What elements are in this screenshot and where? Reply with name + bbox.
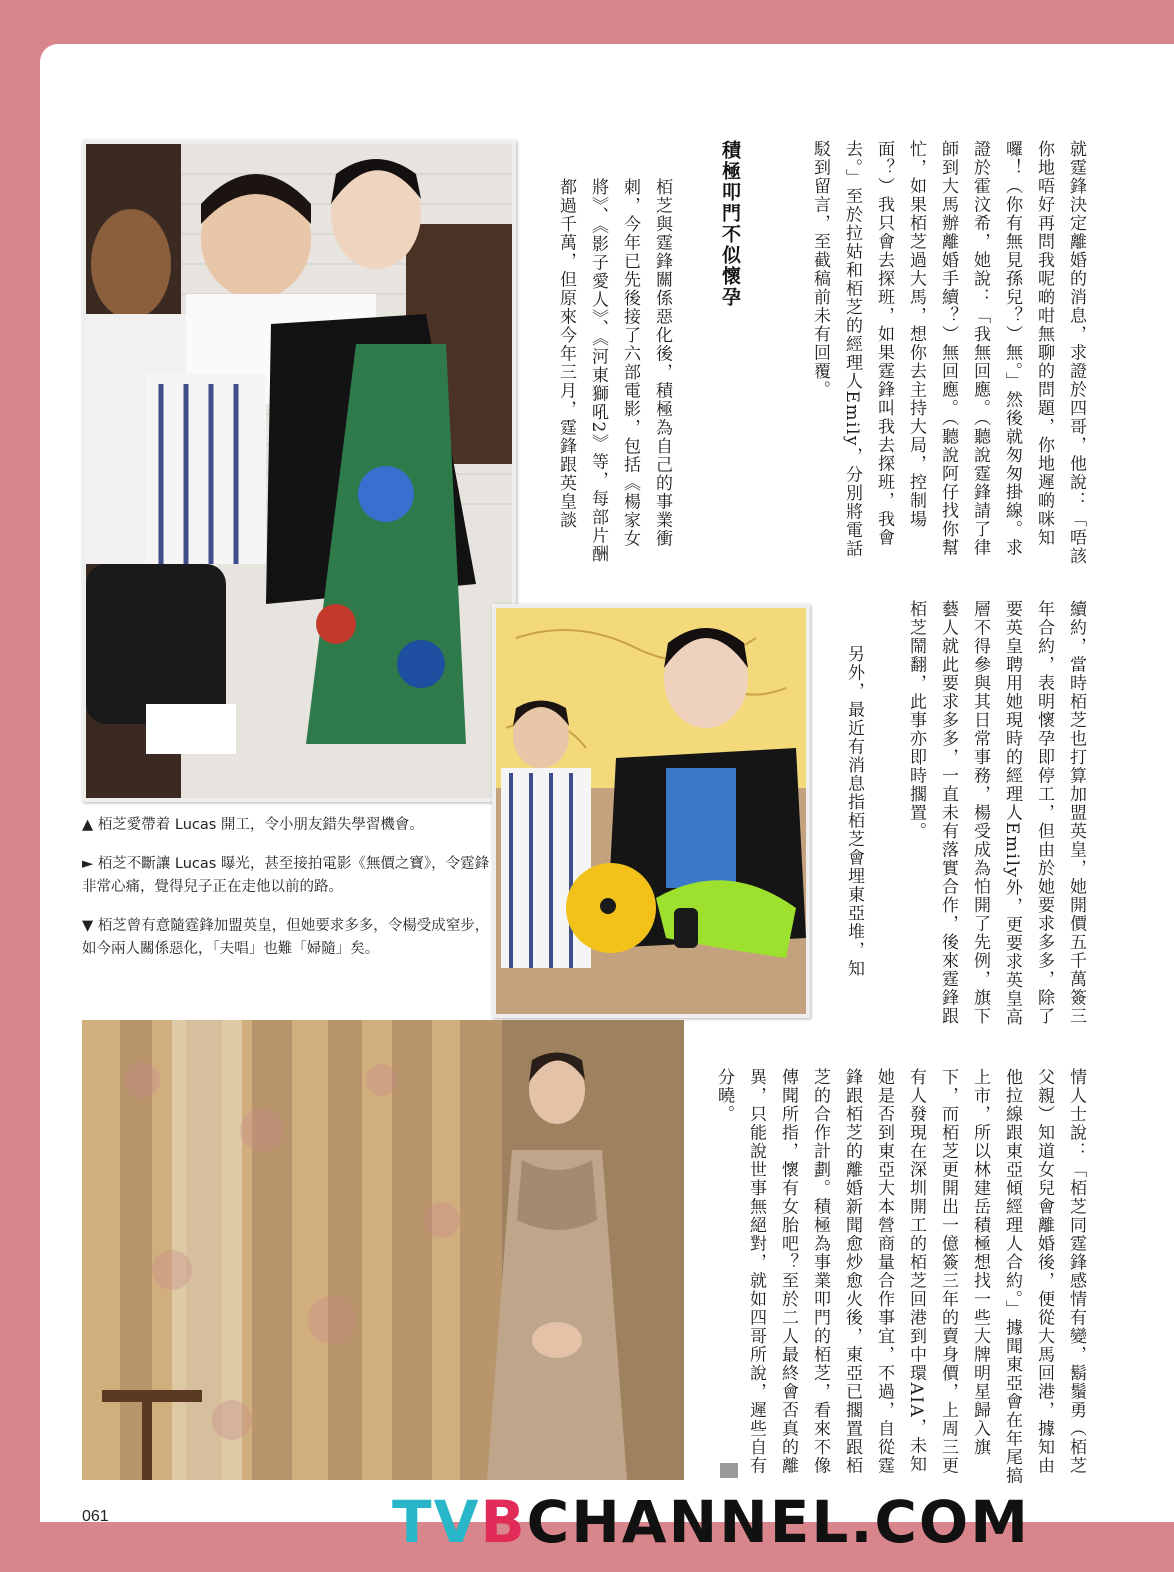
photo-2-image — [496, 608, 806, 1014]
photo-mother-and-son-press — [492, 604, 810, 1018]
photo-mother-carrying-son — [82, 140, 516, 802]
caption-2: ► 栢芝不斷讓 Lucas 曝光，甚至接拍電影《無價之寶》，令霆鋒非常心痛，覺得兒子正在走他以前的路。 — [82, 856, 490, 895]
tvbchannel-watermark — [392, 1488, 1030, 1558]
article-column-3a: 續約，當時栢芝也打算加盟英皇，她開價五千萬簽三年合約，表明懷孕即停工，但由於她要求多多，除了要英皇聘用她現時的經理人Emily外，更要求英皇高層不得參與其日常事務，楊受成為怕開了先例，旗下藝人就此要求多多，一直未有落實合作，後來霆鋒跟栢芝鬧翻，此事亦即時擱置。 — [906, 600, 1086, 1027]
photo-captions — [82, 814, 492, 977]
photo-1-image — [86, 144, 512, 798]
article-end-mark — [720, 1463, 738, 1478]
article-column-3b: 另外，最近有消息指栢芝會埋東亞堆，知 — [844, 645, 864, 978]
watermark-part-channel: CHANNEL.COM — [526, 1488, 1030, 1556]
article-column-4: 情人士說：「栢芝同霆鋒感情有變，鬍鬚勇（栢芝父親）知道女兒會離婚後，便從大馬回港，據知由他拉線跟東亞傾經理人合約。」據聞東亞會在年尾搞上市，所以林建岳積極想找一些大牌明星歸入旗下，而栢芝更開出一億簽三年的賣身價，上周三更有人發現在深圳開工的栢芝回港到中環AIA，未知她是否到東亞大本營商量合作事宜，不過，自從霆鋒跟栢芝的離婚新聞愈炒愈火後，東亞已擱置跟栢芝的合作計劃。積極為事業叩門的栢芝，看來不像傳聞所指，懷有女胎吧？至於二人最終會否真的離異，只能說世事無絕對，就如四哥所說，遲些自有分曉。 — [714, 1068, 1086, 1485]
article-column-1: 就霆鋒決定離婚的消息，求證於四哥，他說：「唔該你地唔好再問我呢啲咁無聊的問題，你地遲啲咪知囉！（你有無見孫兒？）無。」然後就匆匆掛線。求證於霍汶希，她說：「我無回應。（聽說霆鋒請了律師到大馬辦離婚手續？）無回應。（聽說阿仔找你幫忙，如果栢芝過大馬，想你去主持大局，控制場面？）我只會去探班，如果霆鋒叫我去探班，我會去。」至於拉姑和栢芝的經理人Emily，分別將電話駁到留言，至截稿前未有回覆。 — [810, 140, 1086, 566]
article-column-2: 栢芝與霆鋒關係惡化後，積極為自己的事業衝刺，今年已先後接了六部電影，包括《楊家女將》、《影子愛人》、《河東獅吼2》等，每部片酬都過千萬，但原來今年三月，霆鋒跟英皇談 — [556, 178, 672, 564]
photo-woman-in-dress — [82, 1020, 684, 1480]
watermark-part-tv: TV — [392, 1488, 481, 1556]
caption-1: ▲ 栢芝愛帶着 Lucas 開工，令小朋友錯失學習機會。 — [82, 817, 424, 833]
watermark-part-b: B — [480, 1488, 527, 1556]
caption-3: ▼ 栢芝曾有意隨霆鋒加盟英皇，但她要求多多，令楊受成窒步，如今兩人關係惡化，「夫唱」也難「婦隨」矣。 — [82, 918, 490, 957]
page-number: 061 — [82, 1508, 109, 1525]
article-subheading: 積極叩門不似懷孕 — [719, 140, 741, 308]
photo-3-image — [82, 1020, 684, 1480]
